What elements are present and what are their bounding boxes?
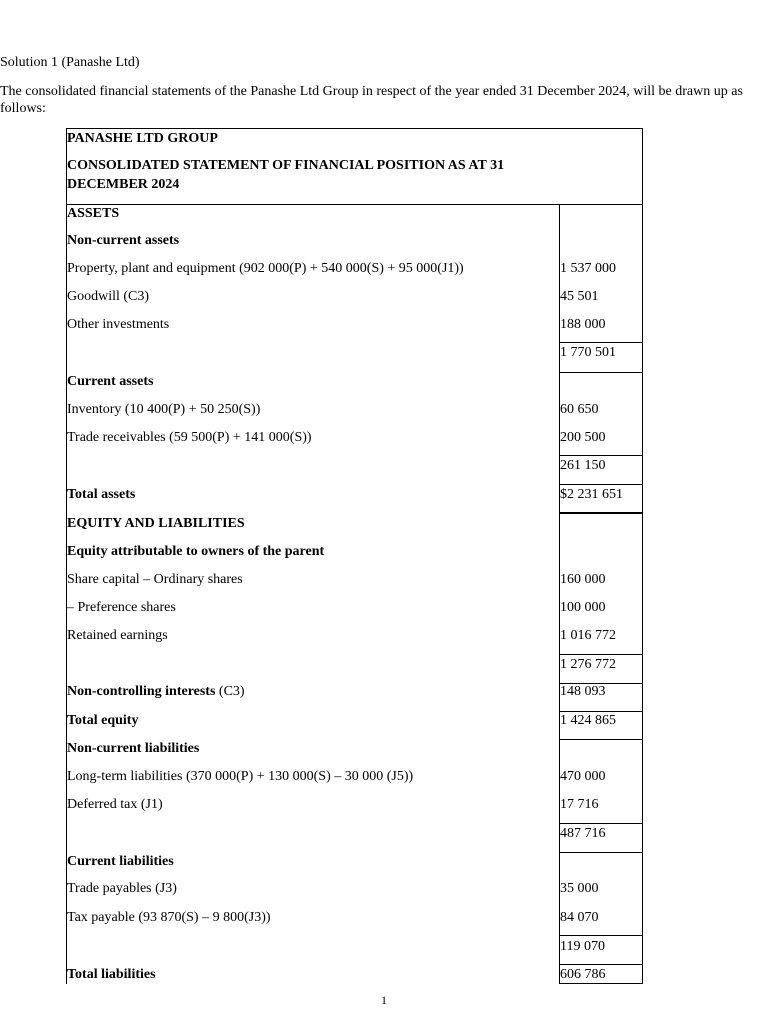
goodwill-value: 45 501 xyxy=(560,289,599,304)
rule xyxy=(559,654,643,655)
preference-shares-value: 100 000 xyxy=(560,600,606,615)
current-assets-heading: Current assets xyxy=(67,374,154,389)
total-liabilities-value: 606 786 xyxy=(560,967,606,982)
rule xyxy=(559,372,643,373)
rule xyxy=(559,823,643,824)
rule xyxy=(559,484,643,485)
rule xyxy=(559,512,643,514)
tax-payable-label: Tax payable (93 870(S) – 9 800(J3)) xyxy=(67,910,271,925)
statement-title-date: DECEMBER 2024 xyxy=(67,177,180,192)
trade-payables-label: Trade payables (J3) xyxy=(67,881,177,896)
non-current-liabilities-total: 487 716 xyxy=(560,826,606,841)
goodwill-label: Goodwill (C3) xyxy=(67,289,150,304)
rule xyxy=(559,983,643,984)
nci-label: Non-controlling interests xyxy=(67,684,216,699)
current-liabilities-total: 119 070 xyxy=(560,939,605,954)
ppe-label: Property, plant and equipment (902 000(P) + 540 000(S) + 95 000(J1)) xyxy=(67,261,464,276)
section-heading: Solution 1 (Panashe Ltd) xyxy=(0,55,140,70)
long-term-liabilities-label: Long-term liabilities (370 000(P) + 130 000(S) – 30 000 (J5)) xyxy=(67,769,414,784)
total-liabilities-label: Total liabilities xyxy=(67,967,156,982)
non-current-assets-heading: Non-current assets xyxy=(67,233,180,248)
financial-position-statement xyxy=(66,128,643,984)
long-term-liabilities-value: 470 000 xyxy=(560,769,606,784)
equity-parent-heading: Equity attributable to owners of the parent xyxy=(67,544,325,559)
current-liabilities-heading: Current liabilities xyxy=(67,854,174,869)
table-border-top xyxy=(66,128,643,129)
rule xyxy=(559,964,643,965)
nci-value: 148 093 xyxy=(560,684,606,699)
non-current-assets-total: 1 770 501 xyxy=(560,345,616,360)
assets-heading: ASSETS xyxy=(67,206,120,221)
rule xyxy=(559,739,643,740)
deferred-tax-value: 17 716 xyxy=(560,797,599,812)
share-capital-label: Share capital – Ordinary shares xyxy=(67,572,243,587)
rule xyxy=(559,455,643,456)
rule xyxy=(559,935,643,936)
other-investments-label: Other investments xyxy=(67,317,170,332)
page-number: 1 xyxy=(381,993,387,1007)
non-current-liabilities-heading: Non-current liabilities xyxy=(67,741,200,756)
receivables-label: Trade receivables (59 500(P) + 141 000(S)) xyxy=(67,430,312,445)
total-equity-label: Total equity xyxy=(67,713,139,728)
parent-equity-total: 1 276 772 xyxy=(560,657,616,672)
rule xyxy=(559,852,643,853)
retained-earnings-value: 1 016 772 xyxy=(560,628,616,643)
retained-earnings-label: Retained earnings xyxy=(67,628,168,643)
table-header-divider xyxy=(66,204,643,205)
nci-reference: (C3) xyxy=(215,684,245,699)
tax-payable-value: 84 070 xyxy=(560,910,599,925)
statement-title: CONSOLIDATED STATEMENT OF FINANCIAL POSITION AS AT 31 xyxy=(67,158,505,173)
preference-shares-label: – Preference shares xyxy=(67,600,176,615)
intro-paragraph: The consolidated financial statements of the Panashe Ltd Group in respect of the year ended 31 December 2024, will be drawn up as follows: xyxy=(0,84,743,116)
current-assets-total: 261 150 xyxy=(560,458,606,473)
other-investments-value: 188 000 xyxy=(560,317,606,332)
receivables-value: 200 500 xyxy=(560,430,606,445)
nci-row xyxy=(67,683,245,700)
equity-liabilities-heading: EQUITY AND LIABILITIES xyxy=(67,516,245,531)
deferred-tax-label: Deferred tax (J1) xyxy=(67,797,163,812)
inventory-label: Inventory (10 400(P) + 50 250(S)) xyxy=(67,402,261,417)
total-assets-label: Total assets xyxy=(67,487,136,502)
table-border-right-header xyxy=(642,128,643,205)
rule xyxy=(559,342,643,343)
trade-payables-value: 35 000 xyxy=(560,881,599,896)
share-capital-value: 160 000 xyxy=(560,572,606,587)
total-assets-value: $2 231 651 xyxy=(560,487,623,502)
group-name: PANASHE LTD GROUP xyxy=(67,131,218,146)
total-equity-value: 1 424 865 xyxy=(560,713,616,728)
inventory-value: 60 650 xyxy=(560,402,599,417)
ppe-value: 1 537 000 xyxy=(560,261,616,276)
amount-column-right xyxy=(642,204,643,984)
